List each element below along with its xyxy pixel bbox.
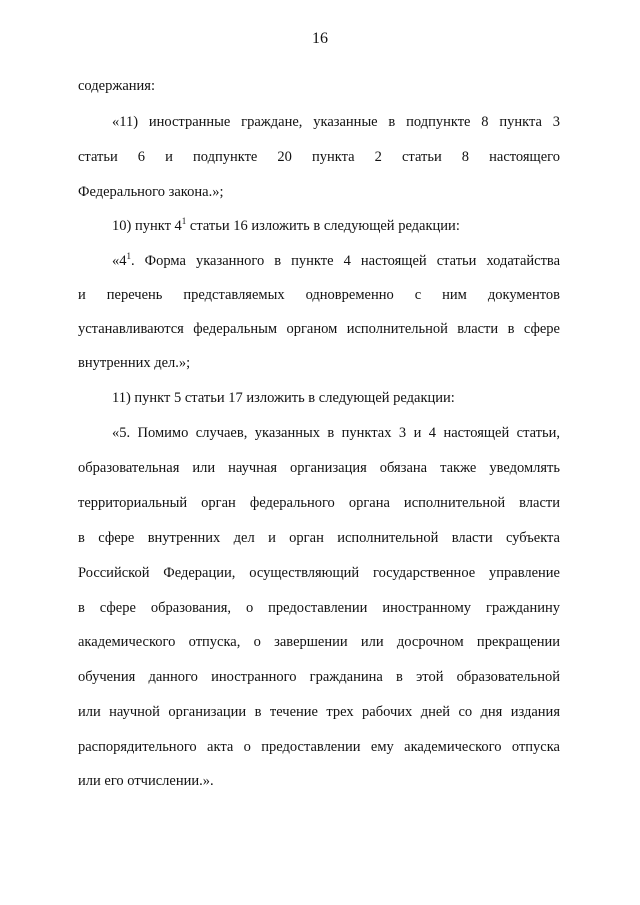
text-line: «5. Помимо случаев, указанных в пунктах 3 и 4 настоящей статьи, xyxy=(112,425,560,441)
text-line: академического отпуска, о завершении или досрочном прекращении xyxy=(78,634,560,650)
superscript: 1 xyxy=(181,216,187,226)
superscript: 1 xyxy=(126,251,131,261)
text-line: Федерального закона.»; xyxy=(78,184,224,200)
text-line: содержания: xyxy=(78,78,156,94)
text-line: Российской Федерации, осуществляющий государственное управление xyxy=(78,565,560,581)
text-line-with-superscript xyxy=(112,217,560,235)
text-line-with-superscript xyxy=(112,252,560,270)
page-number: 16 xyxy=(312,30,328,47)
text-line: распорядительного акта о предоставлении ему академического отпуска xyxy=(78,739,560,755)
text-fragment: 10) пункт 4 xyxy=(112,218,182,234)
text-fragment: статьи 16 изложить в следующей редакции: xyxy=(186,218,460,234)
text-line: статьи 6 и подпункте 20 пункта 2 статьи 8 настоящего xyxy=(78,149,560,165)
text-line: или его отчислении.». xyxy=(78,773,214,789)
text-line: устанавливаются федеральным органом исполнительной власти в сфере xyxy=(78,321,560,337)
text-line: территориальный орган федерального органа исполнительной власти xyxy=(78,495,560,511)
text-line: 11) пункт 5 статьи 17 изложить в следующей редакции: xyxy=(112,390,455,406)
text-line: внутренних дел.»; xyxy=(78,355,191,371)
text-line: образовательная или научная организация обязана также уведомлять xyxy=(78,460,560,476)
text-line: в сфере образования, о предоставлении иностранному гражданину xyxy=(78,600,560,616)
text-line: и перечень представляемых одновременно с ним документов xyxy=(78,287,560,303)
text-line: «11) иностранные граждане, указанные в подпункте 8 пункта 3 xyxy=(112,114,560,130)
text-line: обучения данного иностранного гражданина в этой образовательной xyxy=(78,669,560,685)
text-line: в сфере внутренних дел и орган исполнительной власти субъекта xyxy=(78,530,560,546)
text-line: или научной организации в течение трех рабочих дней со дня издания xyxy=(78,704,560,720)
text-fragment: . Форма указанного в пункте 4 настоящей статьи ходатайства xyxy=(131,253,560,269)
text-fragment: «4 xyxy=(112,253,127,269)
